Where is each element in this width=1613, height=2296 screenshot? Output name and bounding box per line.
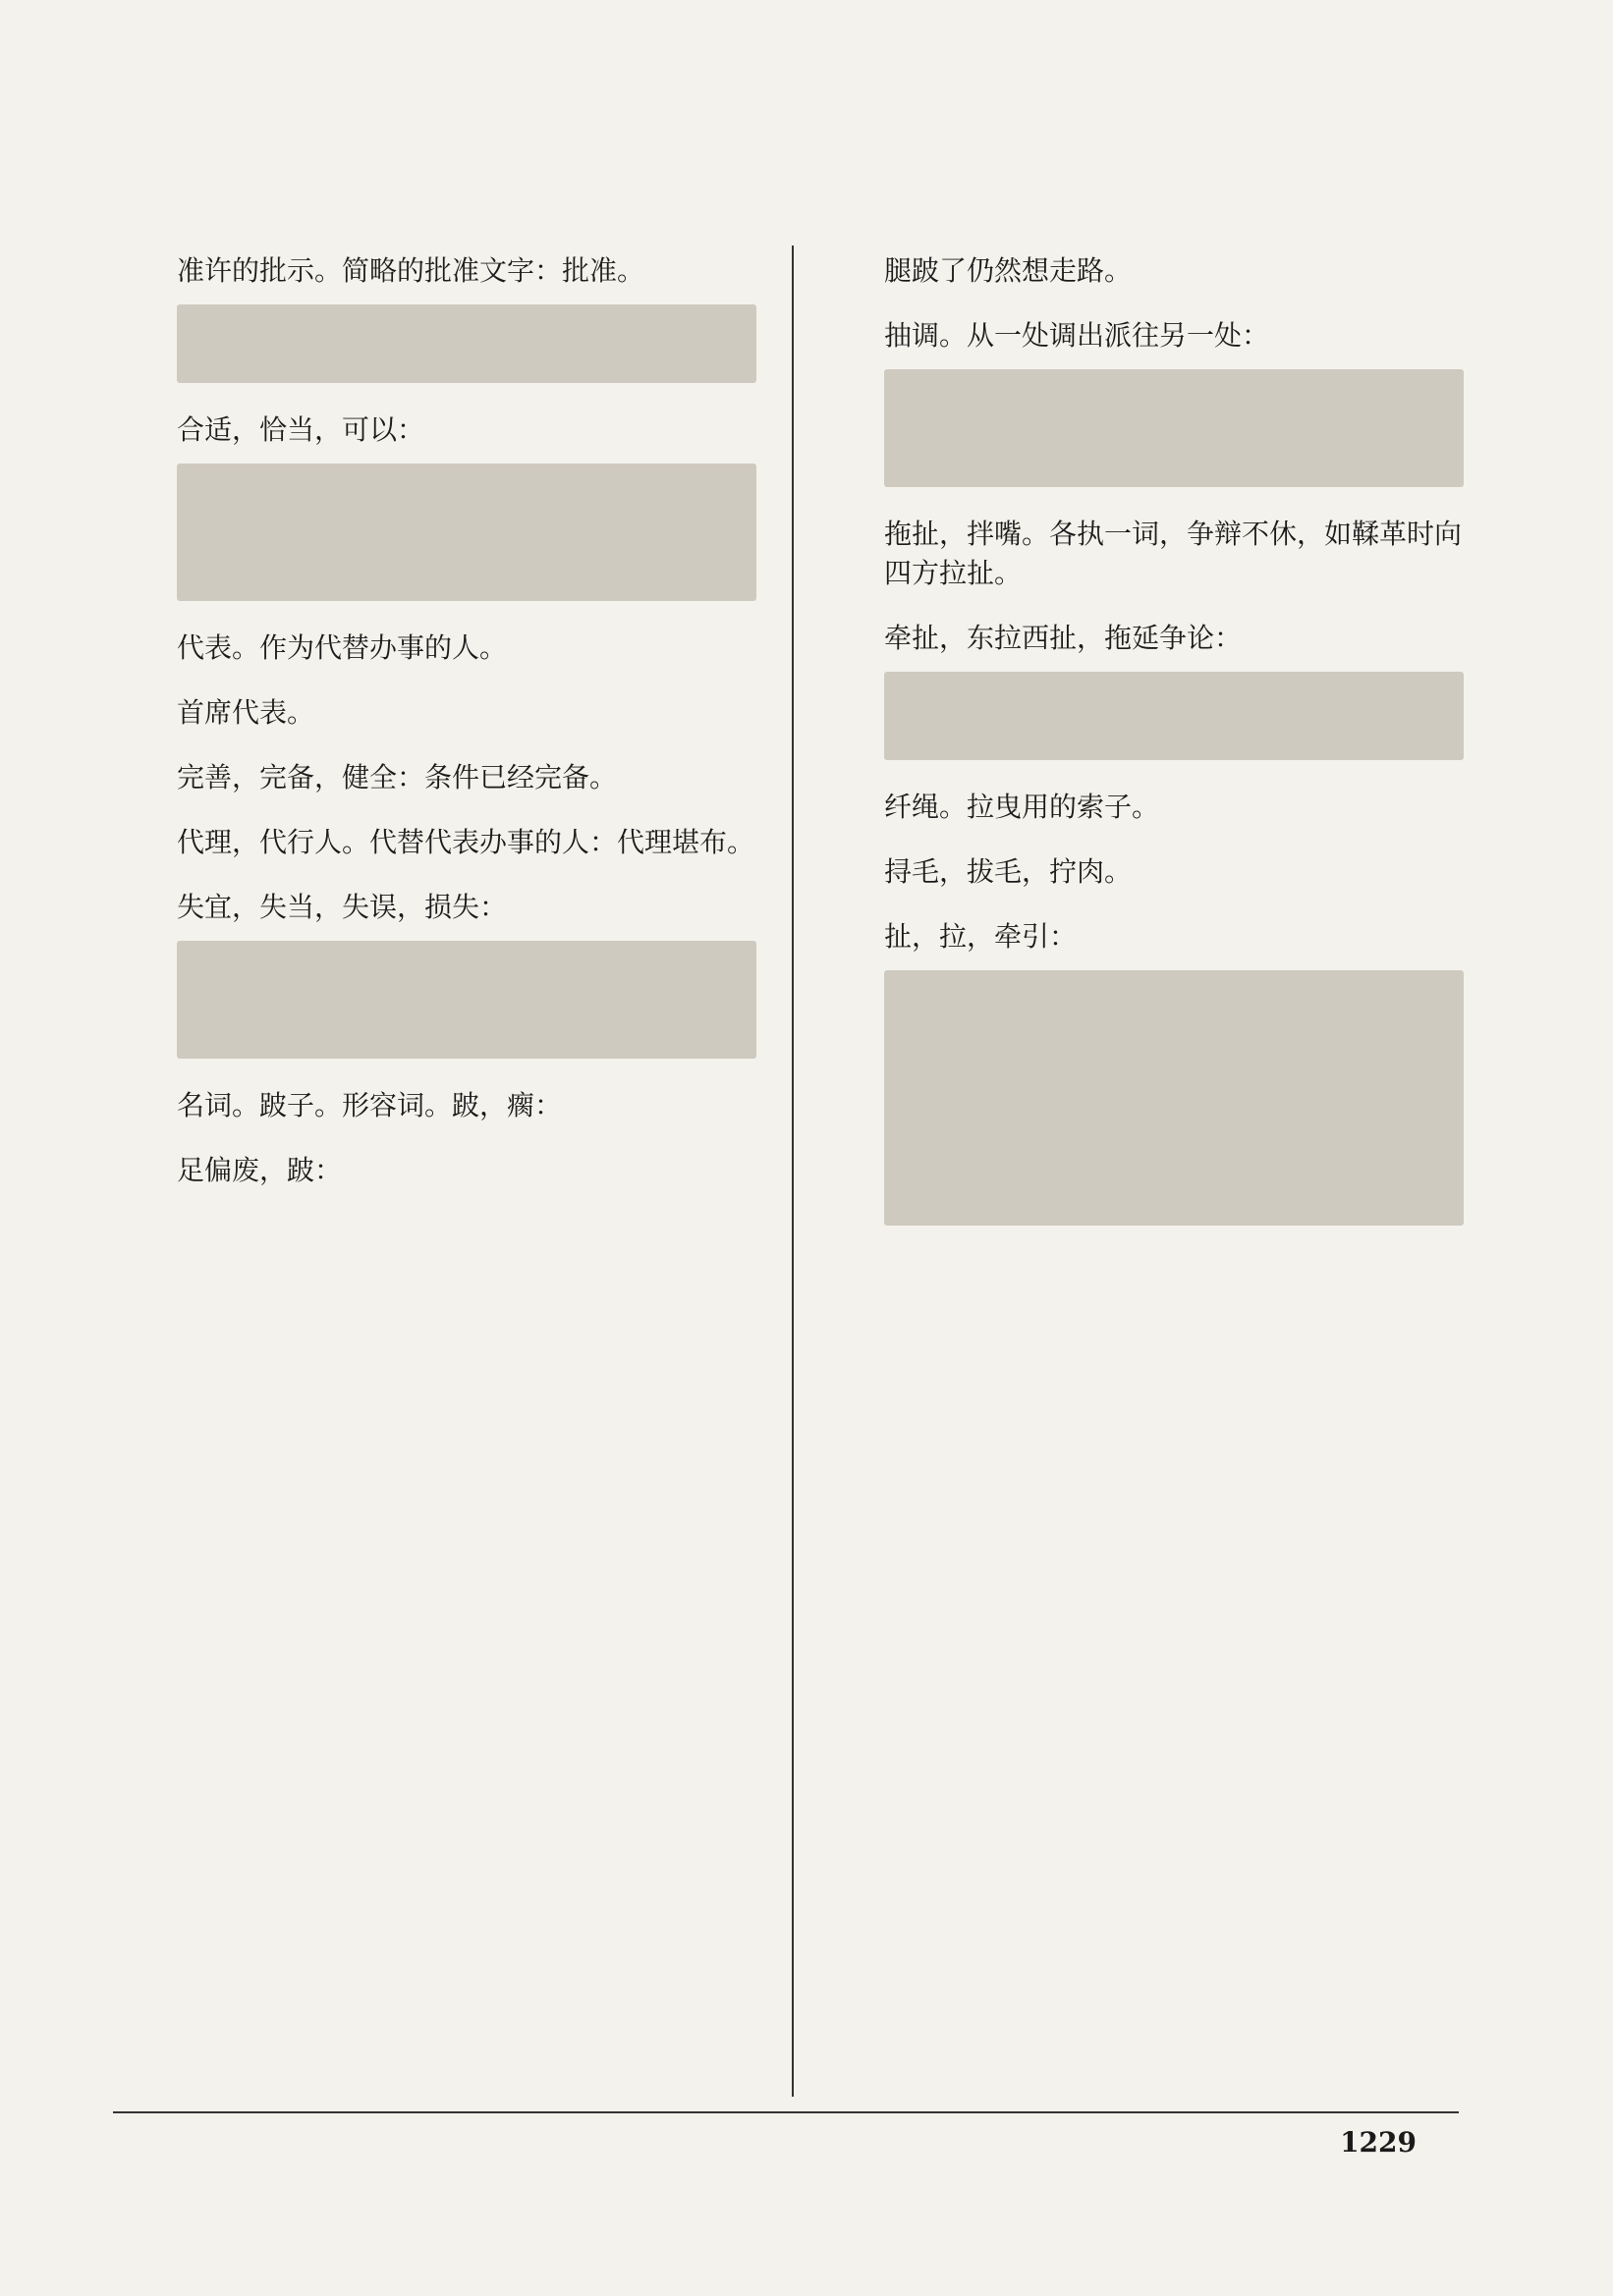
example-text — [884, 970, 1464, 1226]
dictionary-entry — [118, 627, 756, 666]
page-number: 1229 — [1340, 2126, 1417, 2159]
dictionary-entry — [118, 1084, 756, 1123]
dictionary-entry — [118, 821, 756, 860]
dictionary-entry — [825, 513, 1464, 591]
example-text — [884, 369, 1464, 487]
dictionary-entry — [825, 617, 1464, 760]
definition: 足偏废，跛： — [177, 1154, 343, 1186]
definition: 挦毛，拔毛，拧肉。 — [884, 855, 1133, 888]
definition: 首席代表。 — [177, 696, 315, 729]
dictionary-entry — [118, 409, 756, 601]
definition: 扯，拉，牵引： — [884, 920, 1078, 953]
definition: 腿跛了仍然想走路。 — [884, 254, 1133, 287]
dictionary-entry — [825, 249, 1464, 289]
definition: 抽调。从一处调出派往另一处： — [884, 319, 1270, 352]
dictionary-entry — [825, 850, 1464, 890]
definition: 拖扯，拌嘴。各执一词，争辩不休，如鞣革时向四方拉扯。 — [884, 518, 1463, 589]
definition: 代理，代行人。代替代表办事的人：代理堪布。 — [177, 826, 755, 858]
dictionary-entry — [118, 756, 756, 795]
page-footer — [1310, 2126, 1417, 2159]
column-divider — [792, 246, 794, 2097]
right-column — [825, 236, 1464, 1251]
definition: 代表。作为代替办事的人。 — [177, 631, 508, 664]
example-text — [177, 304, 756, 383]
dictionary-entry — [118, 1149, 756, 1188]
definition: 完善，完备，健全：条件已经完备。 — [177, 761, 618, 793]
definition: 名词。跛子。形容词。跛，瘸： — [177, 1089, 563, 1121]
dictionary-entry — [118, 886, 756, 1059]
dictionary-entry — [118, 249, 756, 383]
definition: 牵扯，东拉西扯，拖延争论： — [884, 622, 1243, 654]
definition: 失宜，失当，失误，损失： — [177, 891, 508, 923]
definition: 纤绳。拉曳用的索子。 — [884, 791, 1160, 823]
definition: 合适，恰当，可以： — [177, 413, 425, 446]
example-text — [884, 672, 1464, 760]
definition: 准许的批示。简略的批准文字：批准。 — [177, 254, 645, 287]
dictionary-entry — [825, 314, 1464, 487]
example-text — [177, 464, 756, 601]
dictionary-entry — [118, 691, 756, 731]
dictionary-entry — [825, 915, 1464, 1226]
example-text — [177, 941, 756, 1059]
left-column — [118, 236, 756, 1214]
footer-rule — [113, 2111, 1459, 2113]
dictionary-entry — [825, 786, 1464, 825]
